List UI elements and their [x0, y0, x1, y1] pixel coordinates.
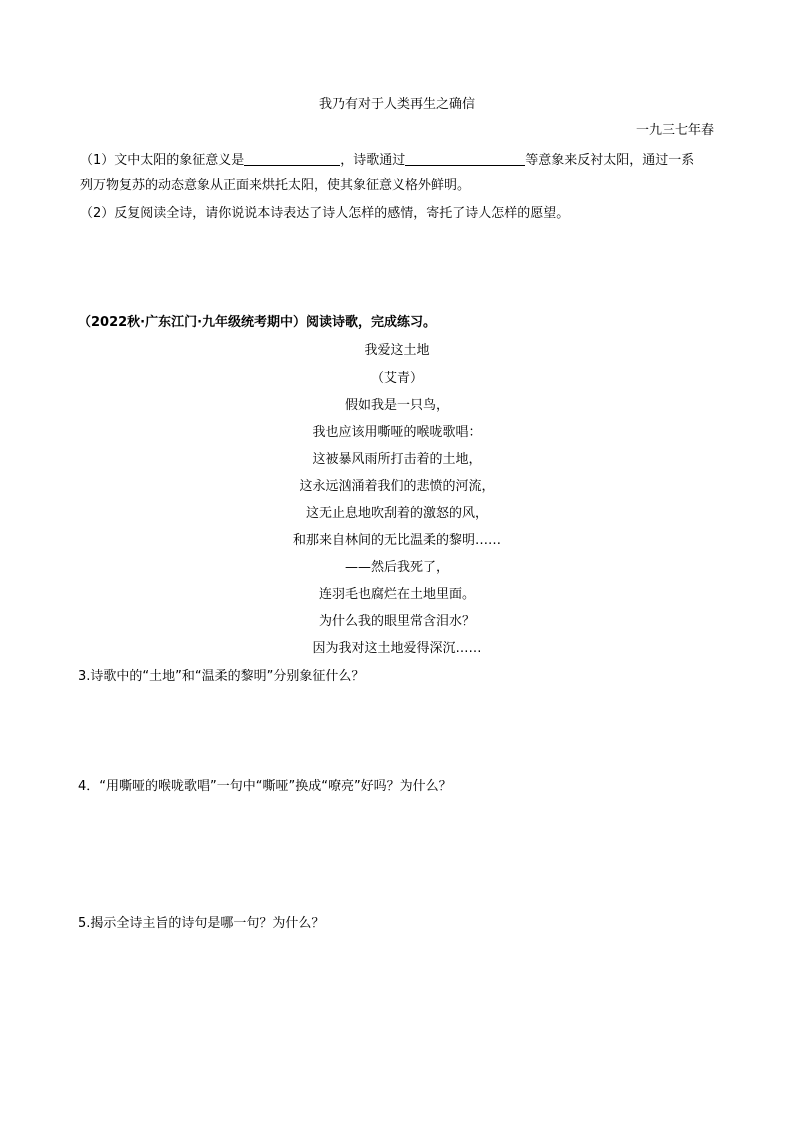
question-1-text-b: ，诗歌通过	[340, 153, 406, 168]
answer-blank-1[interactable]	[244, 151, 340, 166]
quote-line: 我乃有对于人类再生之确信	[318, 97, 475, 112]
poem-line: 和那来自林间的无比温柔的黎明……	[292, 533, 501, 548]
answer-blank-2[interactable]	[405, 151, 525, 166]
question-3: 3.诗歌中的“土地”和“温柔的黎明”分别象征什么？	[78, 669, 365, 684]
date-line: 一九三七年春	[635, 123, 714, 138]
poem-line: 这被暴风雨所打击着的土地，	[312, 452, 482, 467]
poem-line: ——然后我死了，	[344, 560, 449, 575]
question-1-line-2: 列万物复苏的动态意象从正面来烘托太阳，使其象征意义格外鲜明。	[80, 178, 471, 193]
poem-line: 因为我对这土地爱得深沉……	[312, 641, 482, 656]
question-5: 5.揭示全诗主旨的诗句是哪一句？为什么？	[78, 916, 325, 931]
poem-line: 假如我是一只鸟，	[344, 398, 449, 413]
poem-line: 这永远汹涌着我们的悲愤的河流，	[299, 479, 495, 494]
question-1-text-c: 等意象来反衬太阳，通过一系	[525, 153, 695, 168]
poem-author: （艾青）	[370, 371, 423, 386]
poem-line: 这无止息地吹刮着的激怒的风，	[305, 506, 488, 521]
poem-title: 我爱这土地	[364, 343, 430, 358]
poem-line: 为什么我的眼里常含泪水？	[318, 614, 475, 629]
poem-intro: （2022秋·广东江门·九年级统考期中）阅读诗歌，完成练习。	[78, 315, 437, 330]
poem-line: 我也应该用嘶哑的喉咙歌唱：	[312, 425, 482, 440]
question-1-line-1	[80, 151, 694, 170]
question-4: 4．“用嘶哑的喉咙歌唱”一句中“嘶哑”换成“嘹亮”好吗？为什么？	[78, 779, 452, 794]
poem-line: 连羽毛也腐烂在土地里面。	[318, 587, 475, 602]
question-1-text-a: （1）文中太阳的象征意义是	[80, 153, 245, 168]
question-2: （2）反复阅读全诗，请你说说本诗表达了诗人怎样的感情，寄托了诗人怎样的愿望。	[80, 206, 570, 221]
